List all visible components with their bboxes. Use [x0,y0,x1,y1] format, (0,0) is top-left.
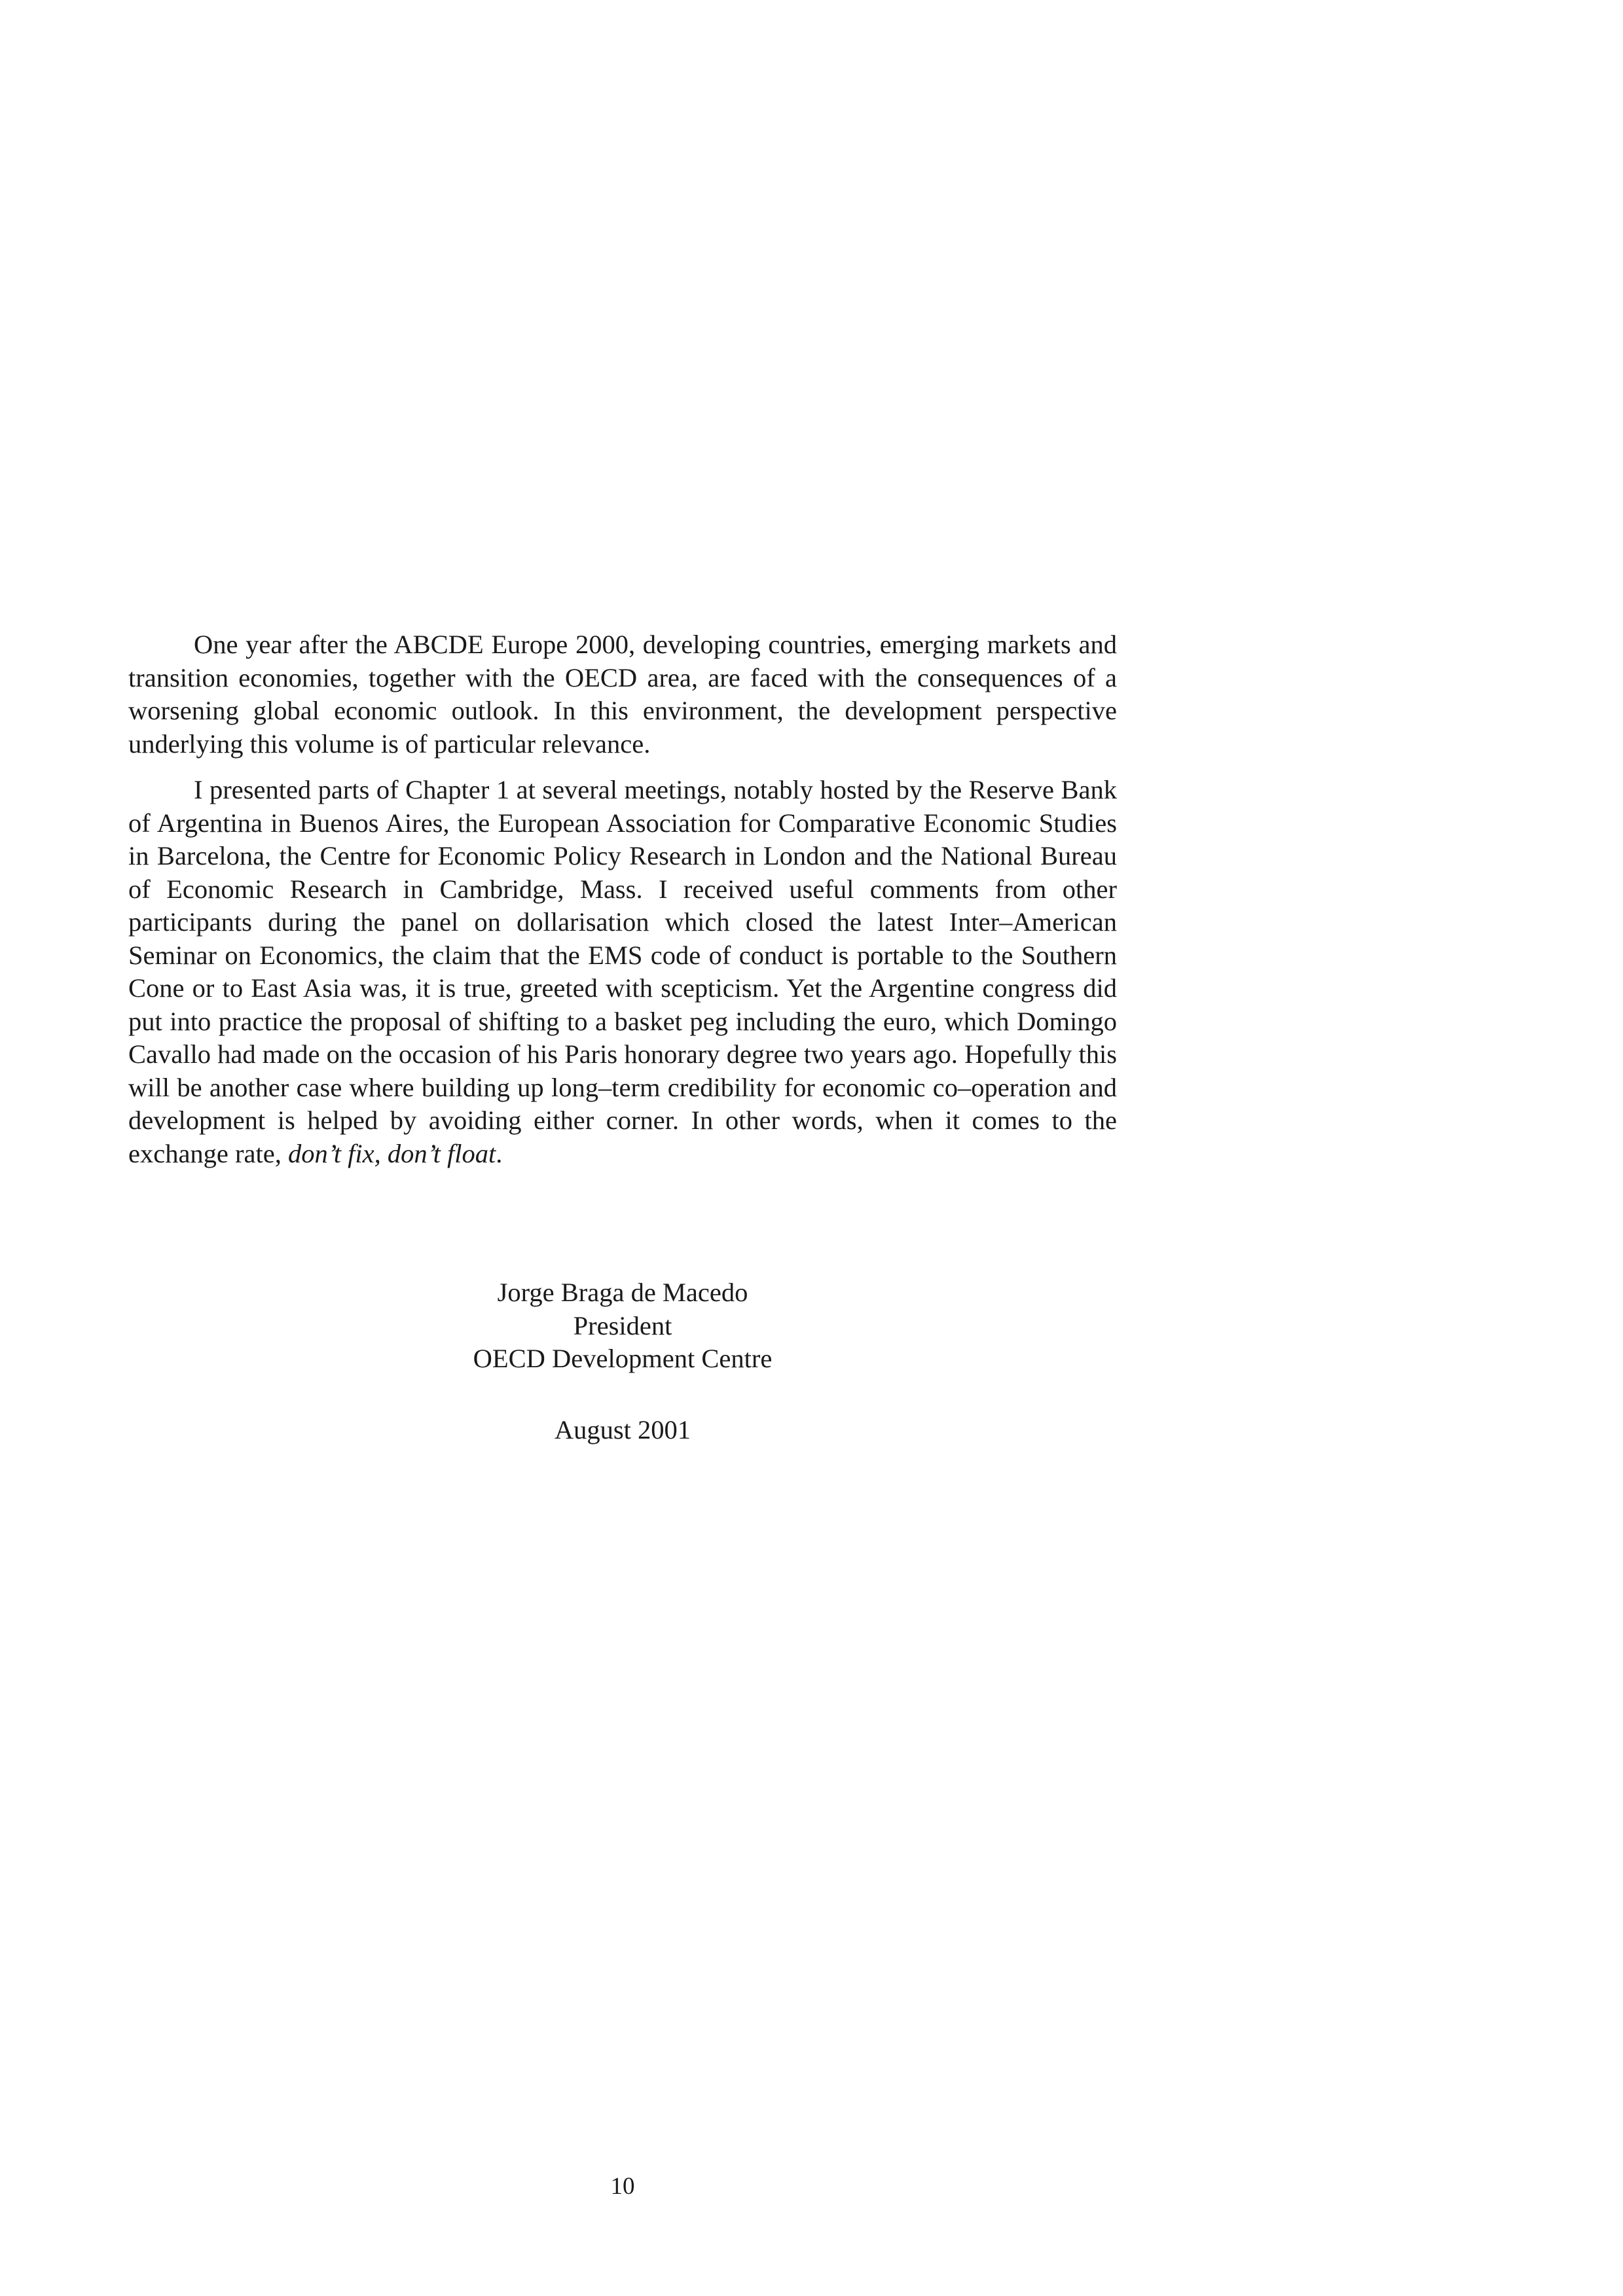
signatory-title: President [573,1310,672,1340]
paragraph-acknowledgements [128,774,1117,1170]
italic-phrase: don’t fix, don’t float [287,1138,496,1168]
paragraph-intro: One year after the ABCDE Europe 2000, developing countries, emerging markets and transition economies, together with the OECD area, are faced with the consequences of a worsening global economic outlook. In this environment, the development perspective underlying this volume is of particular relevance. [128,630,1117,759]
signatory-name: Jorge Braga de Macedo [497,1278,748,1307]
signature-block [0,1276,1245,1376]
signature-date: August 2001 [554,1415,691,1444]
paragraph-end-punctuation: . [496,1138,503,1168]
page-number: 10 [610,2173,635,2200]
signatory-organization: OECD Development Centre [473,1344,773,1373]
foreword-body [128,628,1117,1170]
paragraph-acknowledgements-text: I presented parts of Chapter 1 at several meetings, notably hosted by the Reserve Bank of Argentina in Buenos Aires, the European Association for Comparative Economic Studies in Barcelona, the Centre for Economic Policy Research in London and the National Bureau of Economic Research in Cambridge, Mass. I received useful comments from other participants during the panel on dollarisation which closed the latest Inter–American Seminar on Economics, the claim that the EMS code of conduct is portable to the Southern Cone or to East Asia was, it is true, greeted with scepticism. Yet the Argentine congress did put into practice the proposal of shifting to a basket peg including the euro, which Domingo Cavallo had made on the occasion of his Paris honorary degree two years ago. Hopefully this will be another case where building up long–term credibility for economic co–operation and development is helped by avoiding either corner. In other words, when it comes to the exchange rate, [128,775,1117,1168]
